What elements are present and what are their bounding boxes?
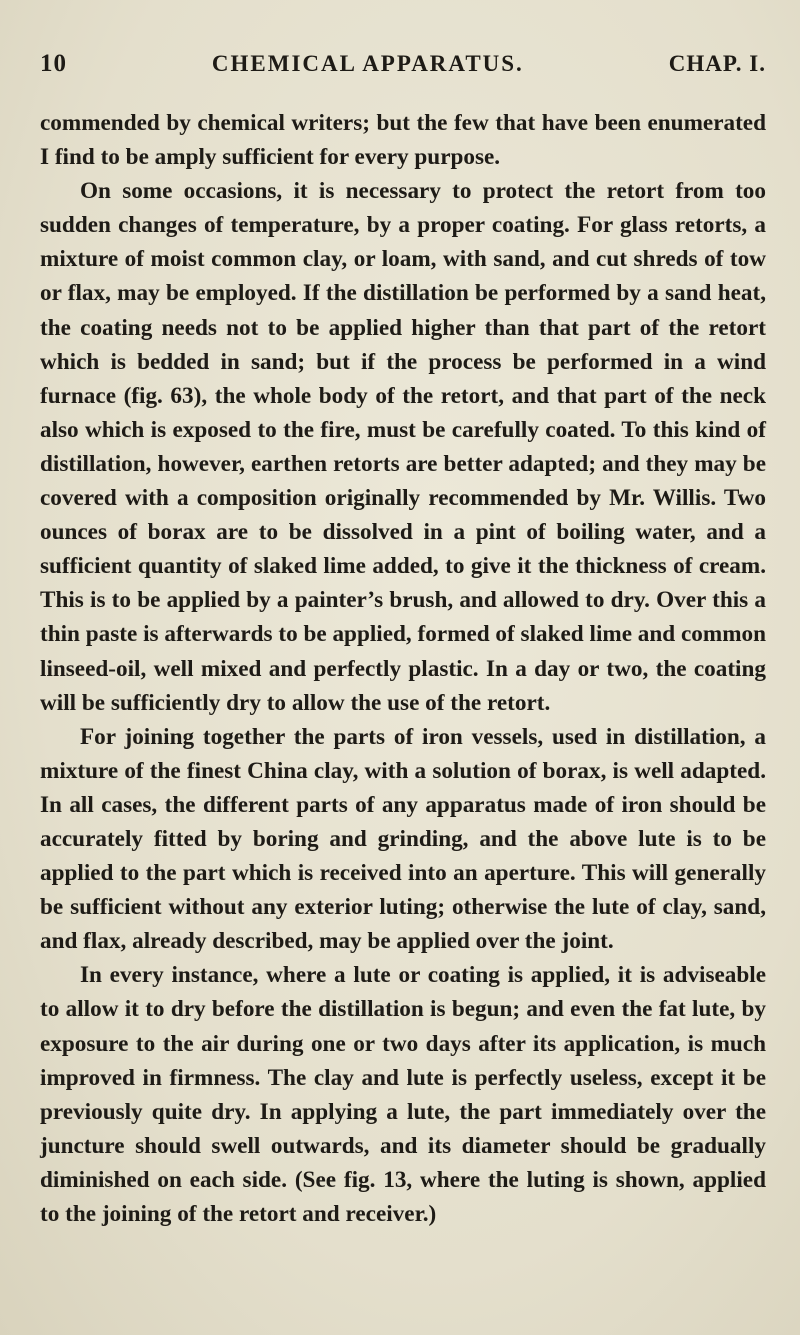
chapter-label: CHAP. I. <box>668 51 766 76</box>
paragraph-retort-coating: On some occasions, it is necessary to protect the retort from too sudden changes of temperature, by a proper coating. For glass retorts, a mixture of moist common clay, or loam, with sand, and cut shreds of tow or flax, may be employed. If the distillation be performed by a sand heat, the coating needs not to be applied higher than that part of the retort which is bedded in sand; but if the process be performed in a wind furnace (fig. 63), the whole body of the retort, and that part of the neck also which is exposed to the fire, must be carefully coated. To this kind of distillation, however, earthen retorts are better adapted; and they may be covered with a composition originally recommended by Mr. Willis. Two ounces of borax are to be dissolved in a pint of boiling water, and a sufficient quantity of slaked lime added, to give it the thickness of cream. This is to be applied by a painter’s brush, and allowed to dry. Over this a thin paste is afterwards to be applied, formed of slaked lime and common linseed-oil, well mixed and perfectly plastic. In a day or two, the coating will be sufficiently dry to allow the use of the retort. <box>40 178 766 716</box>
paragraph-continuation: commended by chemical writers; but the few that have been enumerated I find to be amply sufficient for every purpose. <box>40 110 766 171</box>
paragraph-iron-vessels: For joining together the parts of iron vessels, used in distillation, a mixture of the finest China clay, with a solution of borax, is well adapted. In all cases, the different parts of any apparatus made of iron should be accurately fitted by boring and grinding, and the above lute is to be applied to the part which is received into an aperture. This will generally be sufficient without any exterior luting; otherwise the lute of clay, sand, and flax, already described, may be applied over the joint. <box>40 723 766 955</box>
running-title: CHEMICAL APPARATUS. <box>211 51 524 76</box>
paragraph-lute-drying: In every instance, where a lute or coating is applied, it is adviseable to allow it to dry before the distillation is begun; and even the fat lute, by exposure to the air during one or two days after its application, is much improved in firmness. The clay and lute is perfectly useless, except it be previously quite dry. In applying a lute, the part immediately over the juncture should swell outwards, and its diameter should be gradually diminished on each side. (See fig. 13, where the luting is shown, applied to the joining of the retort and receiver.) <box>40 962 766 1227</box>
running-head <box>40 50 766 80</box>
page-number: 10 <box>40 50 67 77</box>
body-text <box>40 106 766 1231</box>
